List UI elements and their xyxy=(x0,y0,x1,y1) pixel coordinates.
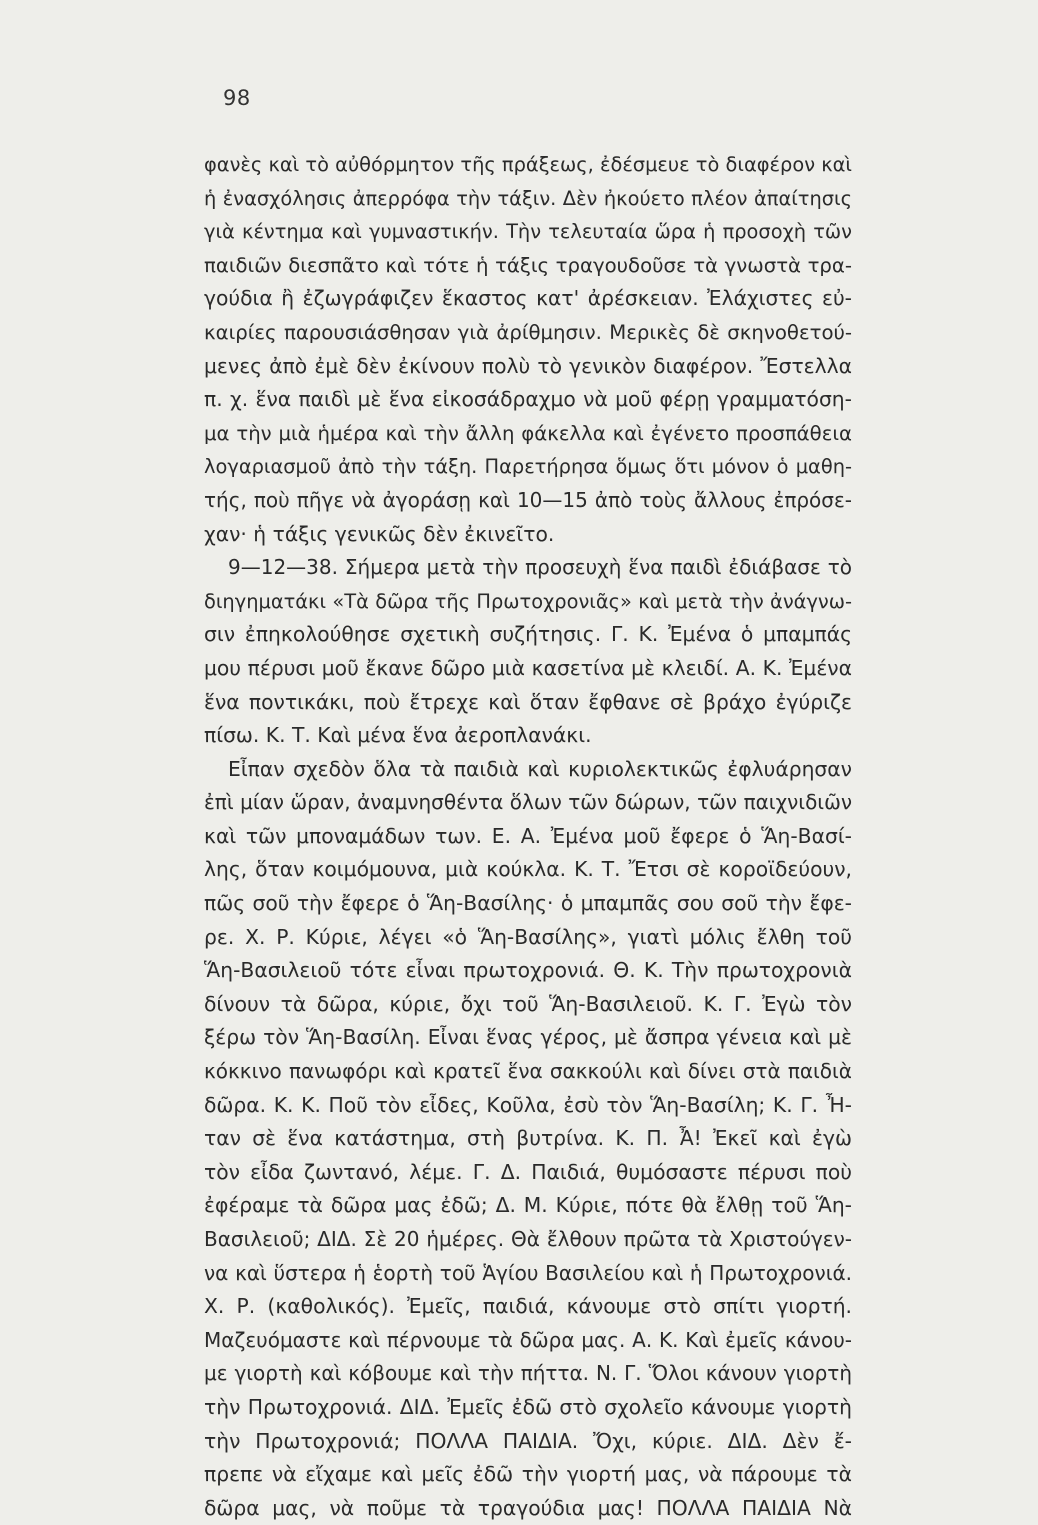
body-text xyxy=(204,148,852,1525)
text-line: ἡ ἐνασχόλησις ἀπερρόφα τὴν τάξιν. Δὲν ἠκούετο πλέον ἀπαίτησις xyxy=(204,186,852,210)
text-line: Ἅη-Βασιλειοῦ τότε εἶναι πρωτοχρονιά. Θ. Κ. Τὴν πρωτοχρονιὰ xyxy=(204,958,852,983)
text-line: ἐφέραμε τὰ δῶρα μας ἐδῶ; Δ. Μ. Κύριε, πότε θὰ ἔλθῃ τοῦ Ἅη- xyxy=(204,1193,852,1218)
text-line: π. χ. ἕνα παιδὶ μὲ ἕνα εἰκοσάδραχμο νὰ μοῦ φέρῃ γραμματόση- xyxy=(204,387,852,412)
text-line: ταν σὲ ἕνα κατάστημα, στὴ βυτρίνα. Κ. Π. Ἆ! Ἐκεῖ καὶ ἐγὼ xyxy=(204,1126,852,1151)
text-line: λογαριασμοῦ ἀπὸ τὴν τάξη. Παρετήρησα ὅμως ὅτι μόνον ὁ μαθη- xyxy=(204,455,852,479)
text-line: σιν ἐπηκολούθησε σχετικὴ συζήτησις. Γ. Κ. Ἐμένα ὁ μπαμπάς xyxy=(204,622,852,647)
text-line: γούδια ἢ ἐζωγράφιζεν ἕκαστος κατ' ἀρέσκειαν. Ἐλάχιστες εὐ- xyxy=(204,286,852,311)
text-line: ρε. Χ. Ρ. Κύριε, λέγει «ὁ Ἅη-Βασίλης», γιατὶ μόλις ἔλθη τοῦ xyxy=(204,924,852,949)
text-line: Βασιλειοῦ; ΔΙΔ. Σὲ 20 ἡμέρες. Θὰ ἔλθουν πρῶτα τὰ Χριστούγεν- xyxy=(204,1227,852,1251)
text-line: ἐπὶ μίαν ὥραν, ἀναμνησθέντα ὅλων τῶν δώρων, τῶν παιχνιδιῶν xyxy=(204,790,852,815)
text-line: διηγηματάκι «Τὰ δῶρα τῆς Πρωτοχρονιᾶς» καὶ μετὰ τὴν ἀνάγνω- xyxy=(204,589,852,613)
text-line: ἕνα ποντικάκι, ποὺ ἔτρεχε καὶ ὅταν ἔφθανε σὲ βράχο ἐγύριζε xyxy=(204,689,852,714)
text-line: δῶρα. Κ. Κ. Ποῦ τὸν εἶδες, Κοῦλα, ἐσὺ τὸν Ἅη-Βασίλη; Κ. Γ. Ἦ- xyxy=(204,1092,852,1117)
text-line: πῶς σοῦ τὴν ἔφερε ὁ Ἅη-Βασίλης· ὁ μπαμπᾶς σου σοῦ τὴν ἔφε- xyxy=(204,891,852,916)
page-number: 98 xyxy=(223,86,251,110)
text-line: 9—12—38. Σήμερα μετὰ τὴν προσευχὴ ἕνα παιδὶ ἐδιάβασε τὸ xyxy=(228,555,852,580)
text-line: κόκκινο πανωφόρι καὶ κρατεῖ ἕνα σακκούλι καὶ δίνει στὰ παιδιὰ xyxy=(204,1059,852,1084)
text-line: καιρίες παρουσιάσθησαν γιὰ ἀρίθμησιν. Μερικὲς δὲ σκηνοθετού- xyxy=(204,320,852,344)
text-line: τὴν Πρωτοχρονιά; ΠΟΛΛΑ ΠΑΙΔΙΑ. Ὄχι, κύριε. ΔΙΔ. Δὲν ἔ- xyxy=(204,1428,852,1453)
text-line: τὴν Πρωτοχρονιά. ΔΙΔ. Ἐμεῖς ἐδῶ στὸ σχολεῖο κάνουμε γιορτὴ xyxy=(204,1394,852,1419)
text-line: γιὰ κέντημα καὶ γυμναστικήν. Τὴν τελευταία ὥρα ἡ προσοχὴ τῶν xyxy=(204,220,852,244)
text-line: χαν· ἡ τάξις γενικῶς δὲν ἐκινεῖτο. xyxy=(204,521,555,546)
text-line: παιδιῶν διεσπᾶτο καὶ τότε ἡ τάξις τραγουδοῦσε τὰ γνωστὰ τρα- xyxy=(204,253,852,277)
text-line: φανὲς καὶ τὸ αὐθόρμητον τῆς πράξεως, ἐδέσμευε τὸ διαφέρον καὶ xyxy=(204,153,852,176)
text-line: λης, ὅταν κοιμόμουνα, μιὰ κούκλα. Κ. Τ. Ἔτσι σὲ κοροϊδεύουν, xyxy=(204,857,852,882)
text-line: πρεπε νὰ εἴχαμε καὶ μεῖς ἐδῶ τὴν γιορτή μας, νὰ πάρουμε τὰ xyxy=(204,1462,852,1487)
text-line: ξέρω τὸν Ἅη-Βασίλη. Εἶναι ἕνας γέρος, μὲ ἄσπρα γένεια καὶ μὲ xyxy=(204,1025,852,1050)
text-line: τὸν εἶδα ζωντανό, λέμε. Γ. Δ. Παιδιά, θυμόσαστε πέρυσι ποὺ xyxy=(204,1159,852,1184)
text-line: με γιορτὴ καὶ κόβουμε καὶ τὴν πήττα. Ν. Γ. Ὅλοι κάνουν γιορτὴ xyxy=(204,1361,852,1386)
text-line: Εἶπαν σχεδὸν ὅλα τὰ παιδιὰ καὶ κυριολεκτικῶς ἐφλυάρησαν xyxy=(228,756,852,781)
text-line: δίνουν τὰ δῶρα, κύριε, ὄχι τοῦ Ἅη-Βασιλειοῦ. Κ. Γ. Ἐγὼ τὸν xyxy=(204,991,852,1016)
text-line: μου πέρυσι μοῦ ἔκανε δῶρο μιὰ κασετίνα μὲ κλειδί. Α. Κ. Ἐμένα xyxy=(204,655,852,680)
text-line: μα τὴν μιὰ ἡμέρα καὶ τὴν ἄλλη φάκελλα καὶ ἐγένετο προσπάθεια xyxy=(204,421,852,445)
text-line: να καὶ ὕστερα ἡ ἑορτὴ τοῦ Ἁγίου Βασιλείου καὶ ἡ Πρωτοχρονιά. xyxy=(204,1260,852,1285)
text-line: τής, ποὺ πῆγε νὰ ἀγοράσῃ καὶ 10—15 ἀπὸ τοὺς ἄλλους ἐπρόσε- xyxy=(204,487,852,512)
text-line: πίσω. Κ. Τ. Καὶ μένα ἕνα ἀεροπλανάκι. xyxy=(204,723,592,748)
text-line: μενες ἀπὸ ἐμὲ δὲν ἐκίνουν πολὺ τὸ γενικὸν διαφέρον. Ἔστελλα xyxy=(204,353,852,378)
text-line: δῶρα μας, νὰ ποῦμε τὰ τραγούδια μας! ΠΟΛΛΑ ΠΑΙΔΙΑ Νὰ xyxy=(204,1495,852,1520)
text-line: Μαζευόμαστε καὶ πέρνουμε τὰ δῶρα μας. Α. Κ. Καὶ ἐμεῖς κάνου- xyxy=(204,1327,852,1352)
text-line: καὶ τῶν μποναμάδων των. Ε. Α. Ἐμένα μοῦ ἔφερε ὁ Ἅη-Βασί- xyxy=(204,823,852,848)
text-line: Χ. Ρ. (καθολικός). Ἐμεῖς, παιδιά, κάνουμε στὸ σπίτι γιορτή. xyxy=(204,1294,852,1319)
